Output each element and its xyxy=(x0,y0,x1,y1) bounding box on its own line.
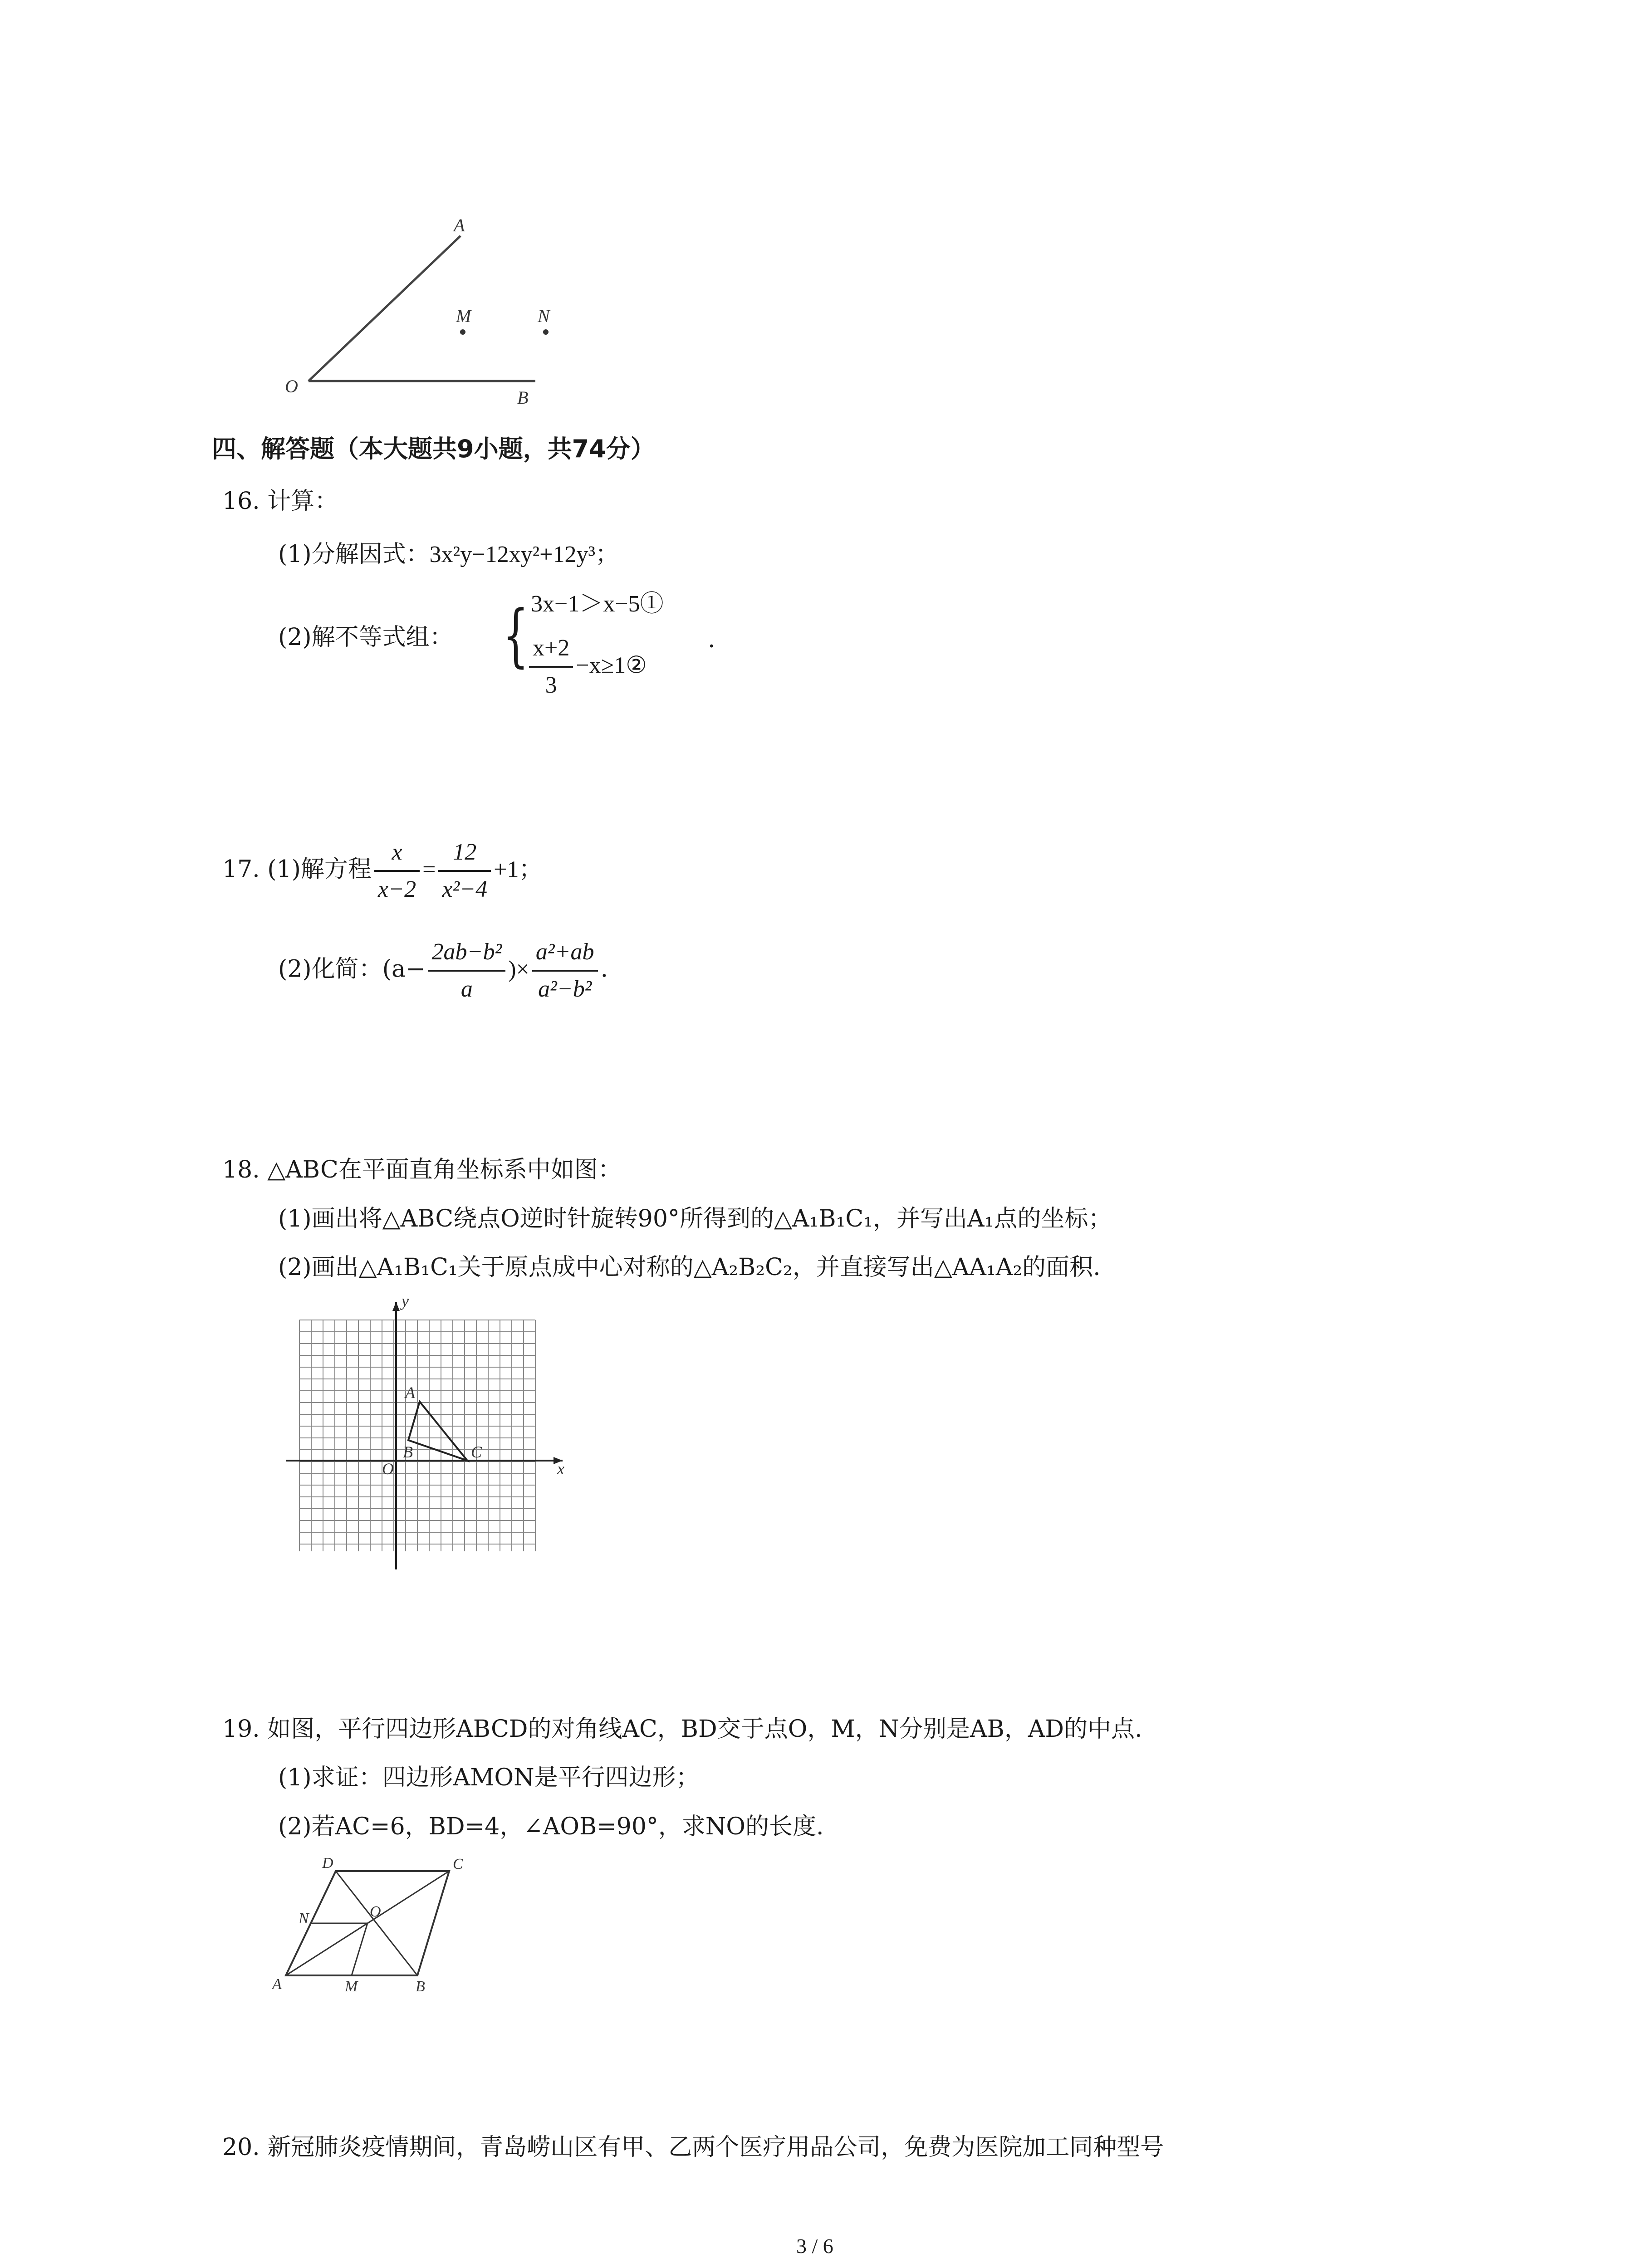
coordinate-grid-figure xyxy=(272,1293,572,1579)
svg-text:y: y xyxy=(402,1293,409,1310)
label-O: O xyxy=(285,376,298,396)
label-M: M xyxy=(456,306,471,326)
svg-text:M: M xyxy=(345,1978,358,1995)
q17-part1: 17. (1)解方程 $\frac{x}{x-2}$ = $\frac{12}{\text{x²−4}}$ +1； xyxy=(222,835,543,907)
svg-text:O: O xyxy=(382,1460,394,1478)
svg-text:D: D xyxy=(322,1855,333,1872)
svg-text:C: C xyxy=(453,1856,463,1872)
q16-number: 16. xyxy=(222,488,260,515)
left-brace: { xyxy=(503,596,529,675)
q16-ineq1: 3x−1＞x−5① xyxy=(531,591,664,617)
q19-part2: (2)若AC=6，BD=4，∠AOB=90°，求NO的长度. xyxy=(278,1813,824,1840)
svg-text:O: O xyxy=(370,1903,381,1920)
svg-text:x: x xyxy=(557,1460,564,1478)
q18-part2: (2)画出△A₁B₁C₁关于原点成中心对称的△A₂B₂C₂，并直接写出△AA₁A₂的面积. xyxy=(278,1254,1101,1281)
svg-text:B: B xyxy=(403,1443,413,1461)
label-B: B xyxy=(517,387,529,408)
svg-text:N: N xyxy=(299,1910,309,1927)
label-A: A xyxy=(454,215,465,235)
q16-fraction: $\frac{x+2}{3}$ xyxy=(529,631,573,703)
q16-part2-label: (2)解不等式组： xyxy=(278,624,453,651)
section-heading: 四、解答题（本大题共9小题，共74分） xyxy=(212,435,655,463)
angle-figure xyxy=(272,213,563,413)
q16-title-text: 计算： xyxy=(267,488,338,515)
q20-text: 20. 新冠肺炎疫情期间，青岛崂山区有甲、乙两个医疗用品公司，免费为医院加工同种型号 xyxy=(222,2134,1164,2161)
q16-part1: (1)分解因式：3x²y−12xy²+12y³； xyxy=(278,541,619,568)
q18-stem: 18. △ABC在平面直角坐标系中如图： xyxy=(222,1156,622,1183)
page-number: 3 / 6 xyxy=(796,2234,833,2258)
q16-ineq2: $\frac{x+2}{3}$ −x≥1② xyxy=(526,631,647,703)
q17-part2: (2)化简：(a− $\frac{\text{2ab−b²}}{a}$ )× $\frac{\text{a²+ab}}{\text{a²−b²}}$ . xyxy=(278,934,608,1007)
svg-text:C: C xyxy=(471,1443,482,1461)
svg-text:B: B xyxy=(416,1978,425,1995)
svg-text:A: A xyxy=(405,1383,415,1402)
parallelogram-figure xyxy=(272,1851,508,2000)
q16-end: . xyxy=(708,626,715,653)
q16-title xyxy=(222,487,338,516)
q19-part1: (1)求证：四边形AMON是平行四边形； xyxy=(278,1764,700,1791)
svg-text:A: A xyxy=(272,1976,282,1993)
q18-part1: (1)画出将△ABC绕点O逆时针旋转90°所得到的△A₁B₁C₁，并写出A₁点的坐标； xyxy=(278,1205,1112,1232)
q19-stem: 19. 如图，平行四边形ABCD的对角线AC，BD交于点O，M，N分别是AB，AD的中点. xyxy=(222,1716,1142,1743)
label-N: N xyxy=(538,306,550,326)
